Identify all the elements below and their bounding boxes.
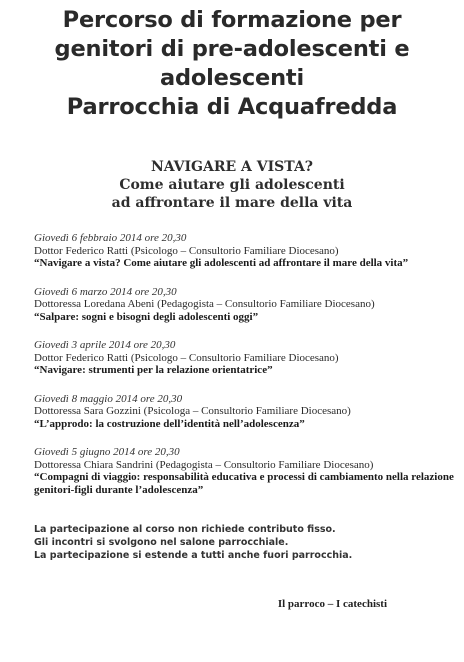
note-line-2: Gli incontri si svolgono nel salone parrocchiale. <box>34 537 289 548</box>
subtitle-line-1: NAVIGARE A VISTA? <box>150 159 314 175</box>
subtitle-line-3: ad affrontare il mare della vita <box>111 195 353 211</box>
title-line-4: Parrocchia di Acquafredda <box>66 94 398 120</box>
title-line-3: adolescenti <box>160 65 304 91</box>
event-speaker: Dottoressa Chiara Sandrini (Pedagogista – Consultorio Familiare Diocesano) <box>34 458 374 471</box>
event-item <box>34 339 454 377</box>
event-item <box>34 286 454 324</box>
note-line-3: La partecipazione si estende a tutti anche fuori parrocchia. <box>34 550 353 561</box>
title-line-2: genitori di pre-adolescenti e <box>54 36 410 62</box>
participation-notes <box>34 523 454 562</box>
event-date: Giovedì 3 aprile 2014 ore 20,30 <box>34 339 176 351</box>
event-title: “Navigare: strumenti per la relazione orientatrice” <box>34 364 273 376</box>
event-speaker: Dottor Federico Ratti (Psicologo – Consultorio Familiare Diocesano) <box>34 244 339 257</box>
note-line-1: La partecipazione al corso non richiede contributo fisso. <box>34 524 336 535</box>
event-speaker: Dottoressa Sara Gozzini (Psicologa – Consultorio Familiare Diocesano) <box>34 405 351 417</box>
title-line-1: Percorso di formazione per <box>62 7 402 33</box>
event-title: “Compagni di viaggio: responsabilità educativa e processi di cambiamento nella relazione genitori-figli durante l’adolescenza” <box>34 471 454 496</box>
event-title: “L’approdo: la costruzione dell’identità nell’adolescenza” <box>34 417 305 430</box>
event-speaker: Dottor Federico Ratti (Psicologo – Consultorio Familiare Diocesano) <box>34 351 339 364</box>
event-speaker: Dottoressa Loredana Abeni (Pedagogista – Consultorio Familiare Diocesano) <box>34 298 375 310</box>
event-date: Giovedì 8 maggio 2014 ore 20,30 <box>34 392 183 405</box>
event-item <box>34 232 454 270</box>
event-date: Giovedì 6 febbraio 2014 ore 20,30 <box>34 232 187 244</box>
event-title: “Salpare: sogni e bisogni degli adolescenti oggi” <box>34 310 259 323</box>
event-item <box>34 393 454 431</box>
event-title: “Navigare a vista? Come aiutare gli adolescenti ad affrontare il mare della vita” <box>34 257 409 269</box>
course-subtitle <box>0 158 464 212</box>
page-title <box>0 6 464 122</box>
event-date: Giovedì 6 marzo 2014 ore 20,30 <box>34 285 177 298</box>
event-list <box>34 232 454 512</box>
signature: Il parroco – I catechisti <box>277 598 387 610</box>
event-date: Giovedì 5 giugno 2014 ore 20,30 <box>34 446 180 458</box>
event-item <box>34 446 454 496</box>
subtitle-line-2: Come aiutare gli adolescenti <box>119 177 345 193</box>
